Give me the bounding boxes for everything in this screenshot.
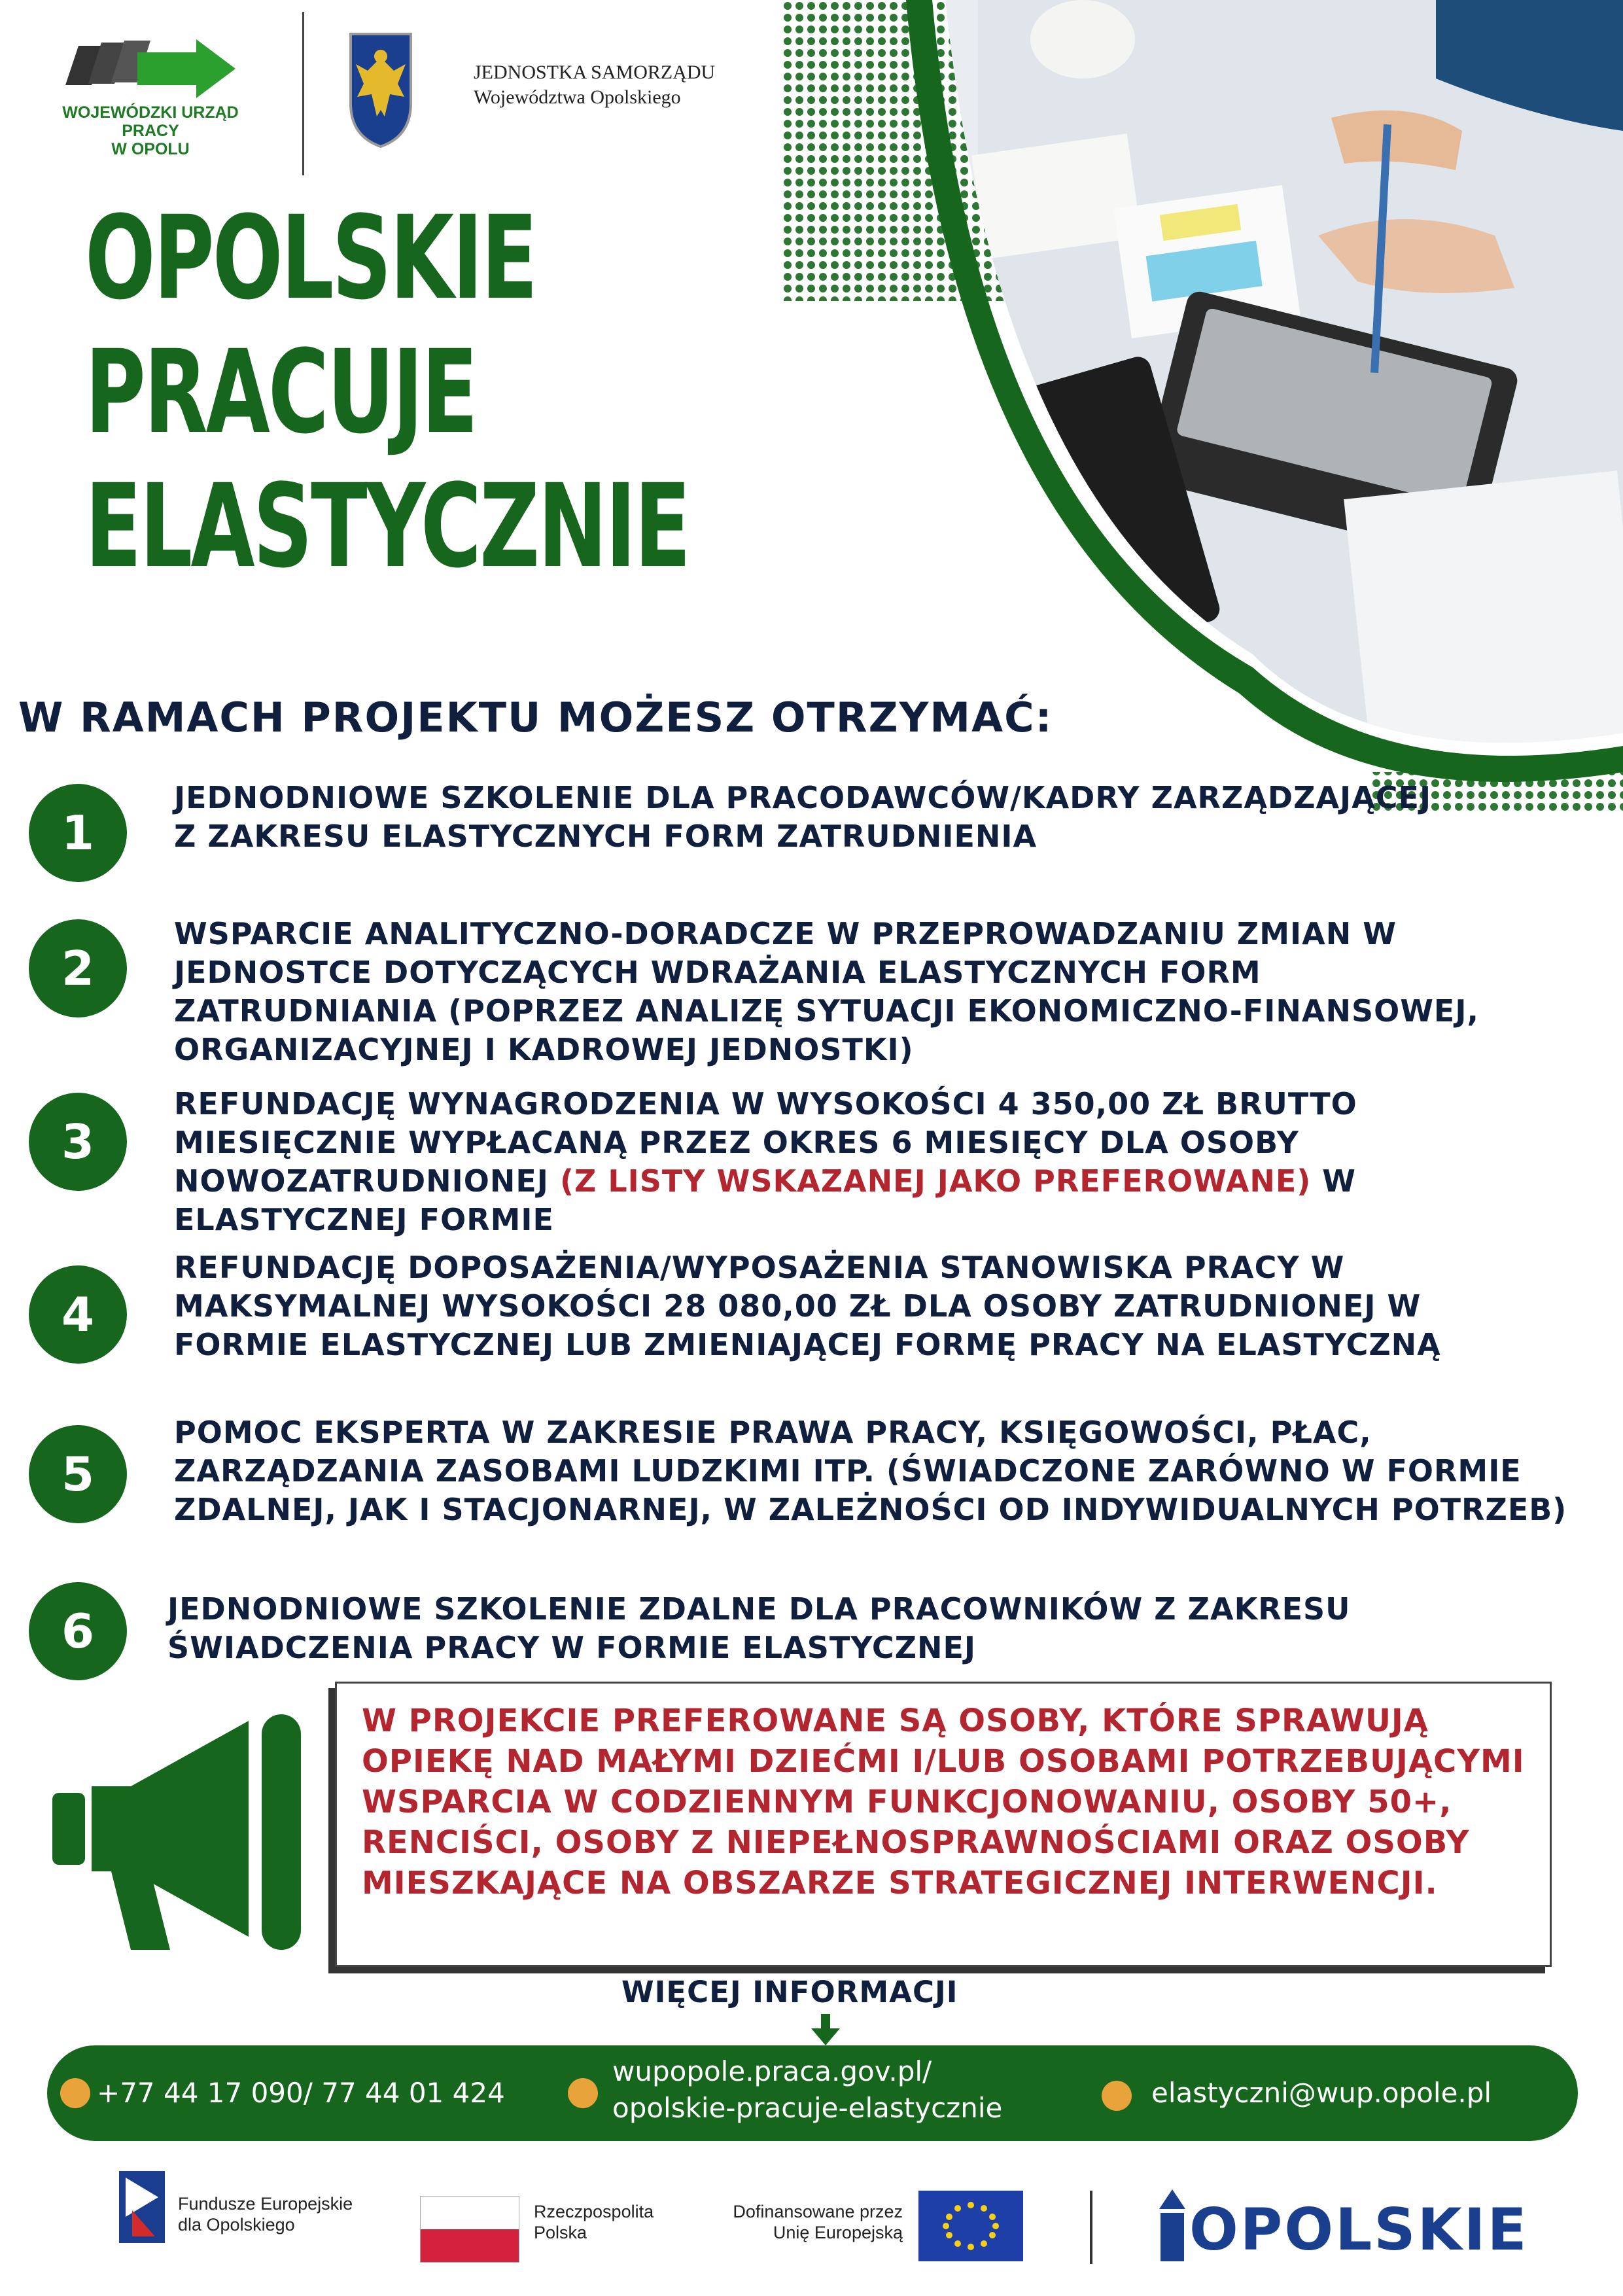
- footer-divider: [1090, 2191, 1092, 2264]
- fe-flag-icon: [119, 2171, 165, 2243]
- list-item-text: REFUNDACJĘ WYNAGRODZENIA W WYSOKOŚCI 4 350,00 ZŁ BRUTTO MIESIĘCZNIE WYPŁACANĄ PRZEZ OKRES 6 MIESIĘCY DLA OSOBY NOWOZATRUDNIONEJ (Z LISTY WSKAZANEJ JAKO PREFEROWANE) W ELASTYCZNEJ FORMIE: [174, 1086, 1357, 1237]
- jst-logo-text: JEDNOSTKA SAMORZĄDU Województwa Opolskiego: [474, 62, 716, 108]
- list-number: 1: [29, 784, 127, 882]
- list-item-text: JEDNODNIOWE SZKOLENIE DLA PRACODAWCÓW/KADRY ZARZĄDZAJĄCEJ Z ZAKRESU ELASTYCZNYCH FORM ZATRUDNIENIA: [174, 780, 1432, 854]
- opolskie-mark-icon: [1159, 2189, 1185, 2261]
- fe-logo-text: Fundusze Europejskie dla Opolskiego: [178, 2194, 353, 2234]
- preferred-note: (Z LISTY WSKAZANEJ JAKO PREFEROWANE): [559, 1163, 1312, 1199]
- crest-icon: [348, 31, 413, 149]
- list-number: 2: [29, 919, 127, 1017]
- list-item-text: JEDNODNIOWE SZKOLENIE ZDALNE DLA PRACOWNIKÓW Z ZAKRESU ŚWIADCZENIA PRACY W FORMIE ELASTYCZNEJ: [167, 1591, 1351, 1665]
- wup-logo: [39, 33, 275, 157]
- eu-flag-icon: [918, 2191, 1023, 2261]
- ue-logo-text: Dofinansowane przez Unię Europejską: [733, 2202, 903, 2242]
- page-title: OPOLSKIE PRACUJE ELASTYCZNIE: [85, 191, 689, 593]
- list-item-text: WSPARCIE ANALITYCZNO-DORADCZE W PRZEPROWADZANIU ZMIAN W JEDNOSTCE DOTYCZĄCYCH WDRAŻANIA ELASTYCZNYCH FORM ZATRUDNIANIA (POPRZEZ ANALIZĘ SYTUACJI EKONOMICZNO-FINANSOWEJ, ORGANIZACYJNEJ I KADROWEJ JEDNOSTKI): [174, 916, 1479, 1067]
- list-item-text: REFUNDACJĘ DOPOSAŻENIA/WYPOSAŻENIA STANOWISKA PRACY W MAKSYMALNEJ WYSOKOŚCI 28 080,00 ZŁ DLA OSOBY ZATRUDNIONEJ W FORMIE ELASTYCZNEJ LUB ZMIENIAJĄCEJ FORMĘ PRACY NA ELASTYCZNĄ: [174, 1250, 1441, 1362]
- contact-bar: [47, 2045, 1578, 2141]
- header-divider: [302, 12, 304, 175]
- rp-logo-text: Rzeczpospolita Polska: [534, 2202, 654, 2242]
- phone-icon: [60, 2078, 90, 2108]
- list-number: 5: [29, 1425, 127, 1523]
- opolskie-logo-text: OPOLSKIE: [1189, 2196, 1529, 2263]
- phone-link[interactable]: +77 44 17 090/ 77 44 01 424: [97, 2077, 505, 2109]
- pl-flag-icon: [420, 2196, 519, 2263]
- arrow-down-icon: [811, 2014, 840, 2045]
- wup-logo-text: WOJEWÓDZKI URZĄD PRACY W OPOLU: [62, 103, 239, 158]
- website-link[interactable]: wupopole.praca.gov.pl/ opolskie-pracuje-elastycznie: [612, 2055, 1003, 2124]
- wup-arrow-icon: [39, 33, 275, 105]
- email-icon: [1102, 2081, 1132, 2111]
- list-number: 3: [29, 1093, 127, 1191]
- notice-box: [335, 1682, 1552, 1967]
- subtitle: W RAMACH PROJEKTU MOŻESZ OTRZYMAĆ:: [18, 694, 1053, 741]
- list-number: 4: [29, 1265, 127, 1364]
- email-link[interactable]: elastyczni@wup.opole.pl: [1151, 2077, 1492, 2109]
- more-info-heading: WIĘCEJ INFORMACJI: [621, 1975, 958, 2009]
- globe-icon: [568, 2078, 598, 2108]
- hero-photo: [782, 0, 1623, 811]
- megaphone-icon: [52, 1708, 314, 1956]
- notice-text: W PROJEKCIE PREFEROWANE SĄ OSOBY, KTÓRE SPRAWUJĄ OPIEKĘ NAD MAŁYMI DZIEĆMI I/LUB OSOBAMI POTRZEBUJĄCYMI WSPARCIA W CODZIENNYM FUNKCJONOWANIU, OSOBY 50+, RENCIŚCI, OSOBY Z NIEPEŁNOSPRAWNOŚCIAMI ORAZ OSOBY MIESZKAJĄCE NA OBSZARZE STRATEGICZNEJ INTERWENCJI.: [362, 1703, 1525, 1901]
- list-item-text: POMOC EKSPERTA W ZAKRESIE PRAWA PRACY, KSIĘGOWOŚCI, PŁAC, ZARZĄDZANIA ZASOBAMI LUDZKIMI ITP. (ŚWIADCZONE ZARÓWNO W FORMIE ZDALNEJ, JAK I STACJONARNEJ, W ZALEŻNOŚCI OD INDYWIDUALNYCH POTRZEB): [174, 1415, 1567, 1527]
- list-number: 6: [29, 1582, 127, 1680]
